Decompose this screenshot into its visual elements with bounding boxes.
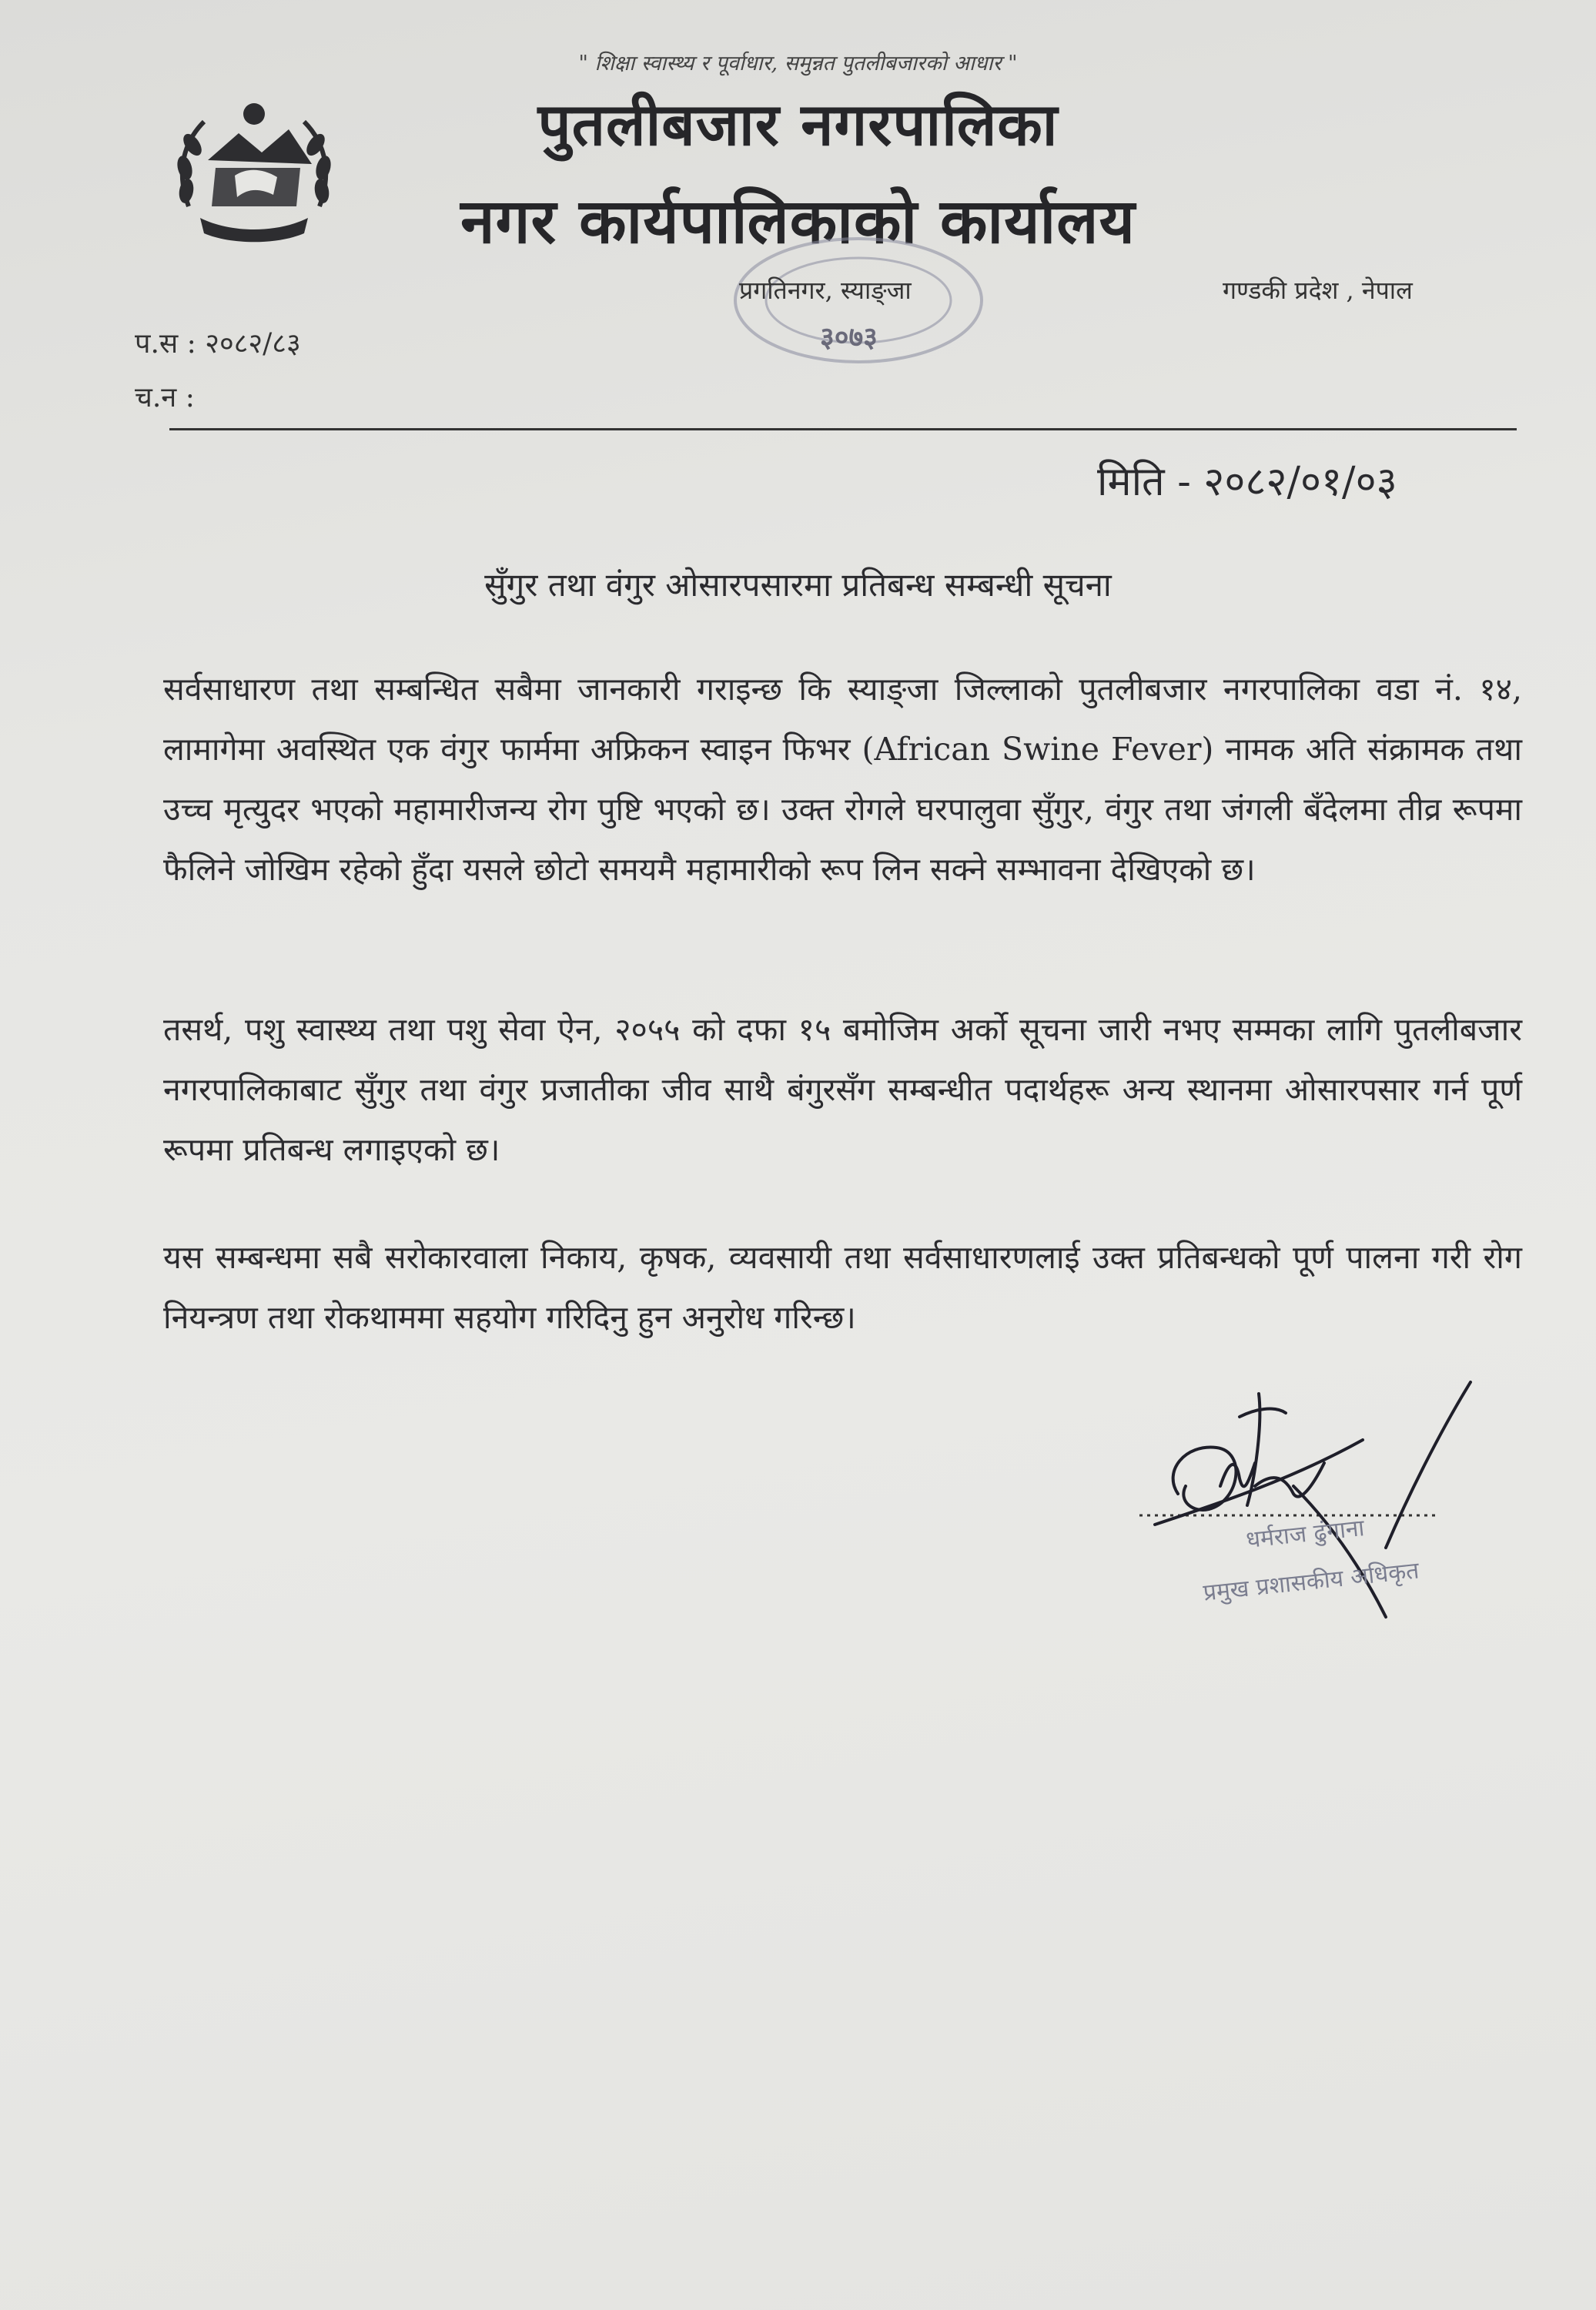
signatory-title: प्रमुख प्रशासकीय अधिकृत: [1202, 1557, 1420, 1607]
municipality-title: पुतलीबजार नगरपालिका: [537, 90, 1059, 159]
body-paragraph-1: सर्वसाधारण तथा सम्बन्धित सबैमा जानकारी गराइन्छ कि स्याङ्जा जिल्लाको पुतलीबजार नगरपालिका वडा नं. १४, लामागेमा अवस्थित एक वंगुर फार्ममा अफ्रिकन स्वाइन फिभर (African Swine Fever) नामक अति संक्रामक तथा उच्च मृत्युदर भएको महामारीजन्य रोग पुष्टि भएको छ। उक्त रोगले घरपालुवा सुँगुर, वंगुर तथा जंगली बँदेलमा तीव्र रूपमा फैलिने जोखिम रहेको हुँदा यसले छोटो समयमै महामारीको रूप लिन सक्ने सम्भावना देखिएको छ।: [163, 671, 1522, 888]
body-paragraph-2: तसर्थ, पशु स्वास्थ्य तथा पशु सेवा ऐन, २०५५ को दफा १५ बमोजिम अर्को सूचना जारी नभए सम्मका लागि पुतलीबजार नगरपालिकाबाट सुँगुर तथा वंगुर प्रजातीका जीव साथै बंगुरसँग सम्बन्धीत पदार्थहरू अन्य स्थानमा ओसारपसार गर्न पूर्ण रूपमा प्रतिबन्ध लगाइएको छ।: [163, 1011, 1522, 1168]
office-location: प्रगतिनगर, स्याङ्जा: [739, 276, 912, 305]
notice-subject: सुँगुर तथा वंगुर ओसारपसारमा प्रतिबन्ध सम्बन्धी सूचना: [484, 566, 1112, 604]
province-country: गण्डकी प्रदेश , नेपाल: [1223, 276, 1413, 305]
slogan: " शिक्षा स्वास्थ्य र पूर्वाधार, समुन्नत पुतलीबजारको आधार ": [578, 52, 1018, 75]
office-title: नगर कार्यपालिकाको कार्यालय: [460, 185, 1136, 257]
stamp-number: ३०७३: [820, 321, 878, 353]
signatory-name: धर्मराज ढुंगाना: [1244, 1515, 1366, 1554]
notice-date: मिति - २०८२/०१/०३: [1097, 459, 1397, 505]
header-divider: [169, 428, 1517, 430]
dispatch-number: च.न :: [135, 382, 195, 413]
reference-number: प.स : २०८२/८३: [135, 328, 301, 360]
body-paragraph-3: यस सम्बन्धमा सबै सरोकारवाला निकाय, कृषक, व्यवसायी तथा सर्वसाधारणलाई उक्त प्रतिबन्धको पूर्ण पालना गरी रोग नियन्त्रण तथा रोकथाममा सहयोग गरिदिनु हुन अनुरोध गरिन्छ।: [163, 1239, 1522, 1336]
